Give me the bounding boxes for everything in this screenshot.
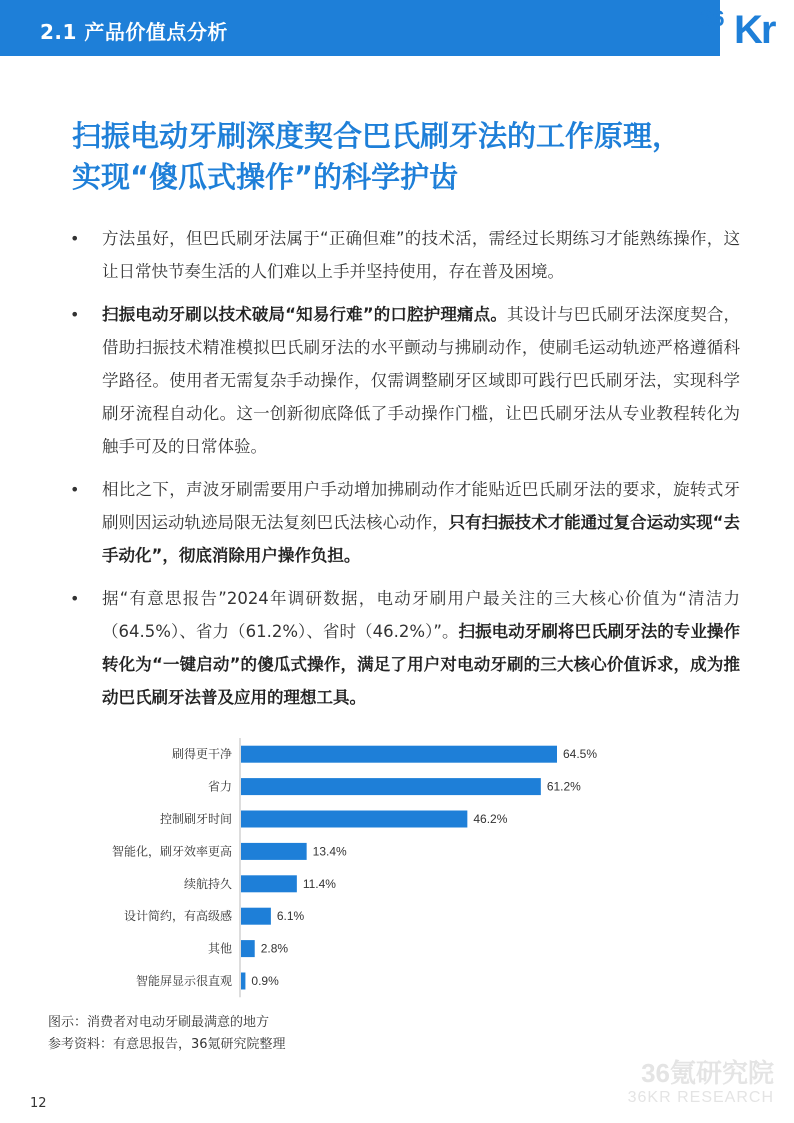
chart-value-label: 2.8% bbox=[260, 941, 289, 956]
figure-caption bbox=[48, 1012, 286, 1056]
bullet-item bbox=[72, 222, 740, 288]
chart-value-label: 46.2% bbox=[473, 812, 508, 826]
bullet-item bbox=[72, 298, 740, 463]
chart-category-label: 续航持久 bbox=[183, 876, 232, 891]
chart-value-label: 0.9% bbox=[251, 974, 279, 988]
caption-source: 参考资料：有意思报告，36氪研究院整理 bbox=[48, 1037, 286, 1052]
watermark bbox=[628, 1058, 774, 1108]
caption-figure: 图示：消费者对电动牙刷最满意的地方 bbox=[48, 1015, 270, 1030]
36kr-logo bbox=[700, 2, 794, 56]
bullet-text: 其设计与巴氏刷牙法深度契合，借助扫振技术精准模拟巴氏刷牙法的水平颤动与拂刷动作，使刷毛运动轨迹严格遵循科学路径。使用者无需复杂手动操作，仅需调整刷牙区域即可践行巴氏刷牙法，实现科学刷牙流程自动化。这一创新彻底降低了手动操作门槛，让巴氏刷牙法从专业教程转化为触手可及的日常体验。 bbox=[102, 305, 740, 456]
bullet-marker: • bbox=[70, 305, 80, 324]
chart-value-label: 61.2% bbox=[546, 779, 581, 794]
chart-category-label: 省力 bbox=[207, 779, 232, 794]
headline-line-2: 实现“傻瓜式操作”的科学护齿 bbox=[72, 160, 459, 194]
chart-category-label: 刷得更干净 bbox=[171, 747, 232, 762]
header-bar bbox=[0, 0, 720, 56]
logo-36-text: 36 bbox=[700, 6, 725, 31]
chart-bar bbox=[241, 778, 541, 795]
page-headline bbox=[72, 116, 752, 198]
bullet-text: 方法虽好，但巴氏刷牙法属于“正确但难”的技术活，需经过长期练习才能熟练操作，这让日常快节奏生活的人们难以上手并坚持使用，存在普及困境。 bbox=[102, 229, 740, 281]
chart-bar bbox=[241, 843, 307, 860]
chart-bar bbox=[241, 973, 245, 990]
logo-kr-text: Kr bbox=[734, 8, 775, 52]
bullet-marker: • bbox=[70, 480, 80, 499]
chart-category-label: 智能化，刷牙效率更高 bbox=[111, 844, 232, 859]
bullet-bold-text: 扫振电动牙刷将巴氏刷牙法的专业操作转化为“一键启动”的傻瓜式操作，满足了用户对电动牙刷的三大核心价值诉求，成为推动巴氏刷牙法普及应用的理想工具。 bbox=[102, 622, 740, 707]
bullet-bold-text: 扫振电动牙刷以技术破局“知易行难”的口腔护理痛点。 bbox=[102, 305, 508, 324]
chart-bar bbox=[241, 811, 467, 828]
chart-value-label: 11.4% bbox=[302, 876, 336, 891]
chart-value-label: 13.4% bbox=[312, 844, 347, 859]
bar-chart-svg bbox=[40, 730, 740, 1000]
chart-category-label: 其他 bbox=[207, 941, 232, 956]
bullet-item bbox=[72, 582, 740, 714]
bullet-text: 相比之下，声波牙刷需要用户手动增加拂刷动作才能贴近巴氏刷牙法的要求，旋转式牙刷则因运动轨迹局限无法复刻巴氏法核心动作， bbox=[102, 480, 740, 532]
bullet-list bbox=[72, 222, 740, 724]
headline-line-1: 扫振电动牙刷深度契合巴氏刷牙法的工作原理， bbox=[72, 119, 682, 153]
chart-category-label: 智能屏显示很直观 bbox=[135, 974, 232, 988]
chart-category-label: 控制刷牙时间 bbox=[159, 812, 232, 826]
watermark-line-2: 36KR RESEARCH bbox=[627, 1089, 774, 1106]
chart-bar bbox=[241, 746, 557, 763]
bar-chart bbox=[40, 730, 740, 1000]
chart-bar bbox=[241, 940, 255, 957]
chart-value-label: 6.1% bbox=[276, 909, 305, 924]
chart-value-label: 64.5% bbox=[563, 747, 598, 762]
section-title: 2.1 产品价值点分析 bbox=[40, 20, 228, 44]
chart-bar bbox=[241, 908, 271, 925]
bullet-item bbox=[72, 473, 740, 572]
bullet-bold-text: 只有扫振技术才能通过复合运动实现“去手动化”，彻底消除用户操作负担。 bbox=[102, 513, 740, 565]
watermark-line-1: 36氪研究院 bbox=[641, 1058, 774, 1088]
page-number: 12 bbox=[30, 1096, 47, 1111]
bullet-marker: • bbox=[70, 589, 80, 608]
chart-bar bbox=[241, 875, 297, 892]
chart-category-label: 设计简约，有高级感 bbox=[123, 909, 232, 924]
bullet-marker: • bbox=[70, 229, 80, 248]
bullet-text: 据“有意思报告”2024年调研数据，电动牙刷用户最关注的三大核心价值为“清洁力（64.5%）、省力（61.2%）、省时（46.2%）”。 bbox=[102, 589, 740, 641]
